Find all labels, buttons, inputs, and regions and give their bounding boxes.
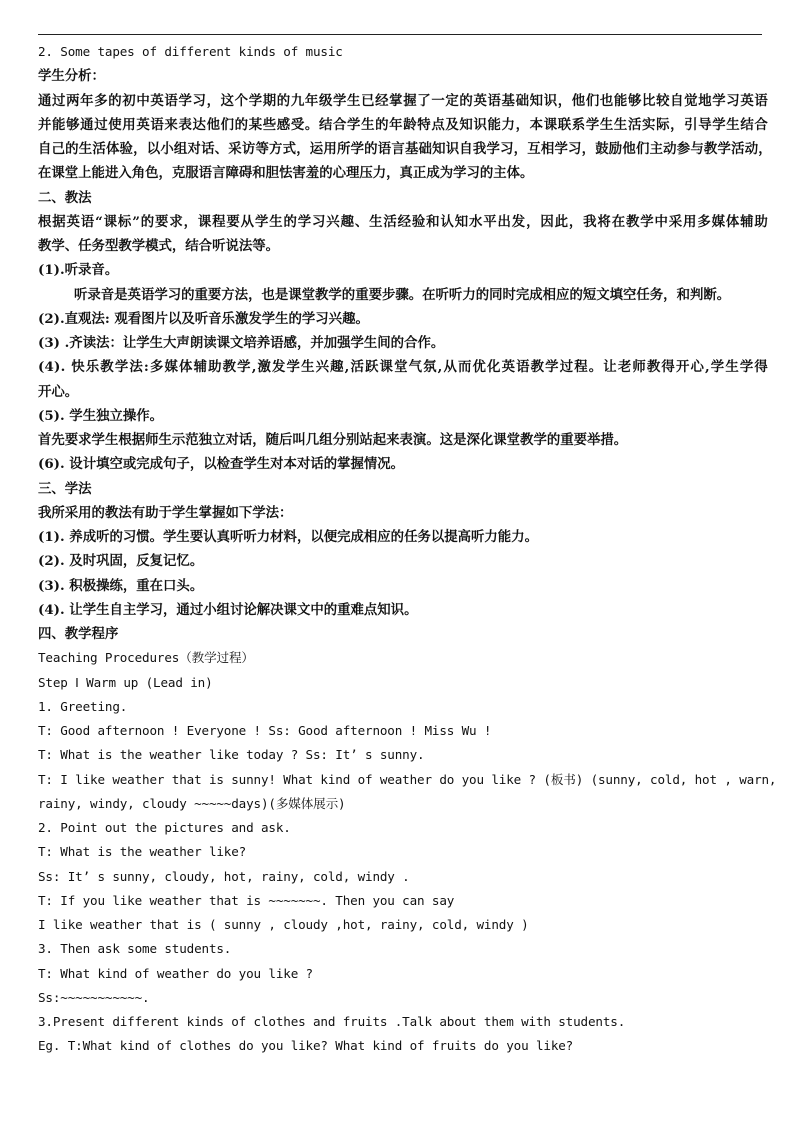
- text-line: 在课堂上能进入角色，克服语言障碍和胆怯害羞的心理压力，真正成为学习的主体。: [38, 165, 534, 182]
- document-body: [38, 40, 777, 1059]
- text-line: (2).直观法: 观看图片以及听音乐激发学生的学习兴趣。: [38, 310, 369, 327]
- text-line: (4). 快乐教学法:多媒体辅助教学,激发学生兴趣,活跃课堂气氛,从而优化英语教学过程。让老师教得开心,学生学得: [38, 359, 768, 376]
- text-line: (1).听录音。: [38, 262, 119, 279]
- text-line: 四、教学程序: [38, 626, 119, 642]
- header-rule: [38, 34, 762, 35]
- text-line: (4). 让学生自主学习，通过小组讨论解决课文中的重难点知识。: [38, 601, 418, 618]
- text-line: (2). 及时巩固，反复记忆。: [38, 553, 204, 570]
- text-line: T: What is the weather like?: [38, 844, 247, 860]
- text-line: 我所采用的教法有助于学生掌握如下学法：: [38, 504, 293, 521]
- text-line: 2. Some tapes of different kinds of music: [38, 44, 343, 59]
- text-line: I like weather that is ( sunny , cloudy ,hot, rainy, cold, windy ): [38, 917, 529, 932]
- text-line: (3). 积极操练，重在口头。: [38, 577, 204, 594]
- text-line: rainy, windy, cloudy ~~~~~days)(多媒体展示): [38, 795, 346, 811]
- text-line: Ss: It’ s sunny, cloudy, hot, rainy, cold, windy .: [38, 868, 410, 884]
- text-line: 开心。: [38, 383, 79, 400]
- text-line: 自己的生活体验，以小组对话、采访等方式，运用所学的语言基础知识自我学习，互相学习，鼓励他们主动参与教学活动，: [38, 141, 772, 157]
- text-line: 二、教法: [38, 189, 92, 206]
- text-line: 通过两年多的初中英语学习，这个学期的九年级学生已经掌握了一定的英语基础知识，他们也能够比较自觉地学习英语: [38, 92, 768, 109]
- text-line: (1). 养成听的习惯。学生要认真听听力材料，以便完成相应的任务以提高听力能力。: [38, 529, 538, 545]
- text-line: 听录音是英语学习的重要方法，也是课堂教学的重要步骤。在听听力的同时完成相应的短文填空任务，和判断。: [74, 286, 731, 303]
- text-line: T: What is the weather like today ? Ss: It’ s sunny.: [38, 747, 425, 763]
- text-line: T: What kind of weather do you like ?: [38, 965, 313, 981]
- text-line: (5). 学生独立操作。: [38, 407, 164, 424]
- text-line: 学生分析：: [38, 68, 105, 85]
- text-line: 2. Point out the pictures and ask.: [38, 820, 291, 835]
- text-line: 3. Then ask some students.: [38, 941, 232, 957]
- text-line: 首先要求学生根据师生示范独立对话，随后叫几组分别站起来表演。这是深化课堂教学的重要举措。: [38, 432, 628, 448]
- text-line: 三、学法: [38, 480, 92, 497]
- text-line: Ss:~~~~~~~~~~~.: [38, 989, 150, 1005]
- text-line: 并能够通过使用英语来表达他们的某些感受。结合学生的年龄特点及知识能力，本课联系学生生活实际，引导学生结合: [38, 116, 768, 133]
- text-line: 3.Present different kinds of clothes and fruits .Talk about them with students.: [38, 1014, 626, 1029]
- text-line: Eg. T:What kind of clothes do you like? What kind of fruits do you like?: [38, 1038, 574, 1054]
- text-line: 根据英语“课标”的要求，课程要从学生的学习兴趣、生活经验和认知水平出发，因此，我将在教学中采用多媒体辅助: [38, 213, 768, 230]
- text-line: T: I like weather that is sunny! What kind of weather do you like ? (板书) (sunny, cold, hot , warn,: [38, 771, 777, 787]
- text-line: Teaching Procedures（教学过程）: [38, 650, 254, 666]
- text-line: 1. Greeting.: [38, 698, 128, 714]
- text-line: 教学、任务型教学模式，结合听说法等。: [38, 238, 280, 254]
- text-line: (3) .齐读法：让学生大声朗读课文培养语感，并加强学生间的合作。: [38, 335, 445, 351]
- text-line: (6). 设计填空或完成句子，以检查学生对本对话的掌握情况。: [38, 456, 405, 473]
- text-line: T: Good afternoon ! Everyone ! Ss: Good afternoon ! Miss Wu !: [38, 723, 492, 738]
- text-line: T: If you like weather that is ~~~~~~~. Then you can say: [38, 892, 455, 908]
- text-line: Step Ⅰ Warm up (Lead in): [38, 674, 213, 690]
